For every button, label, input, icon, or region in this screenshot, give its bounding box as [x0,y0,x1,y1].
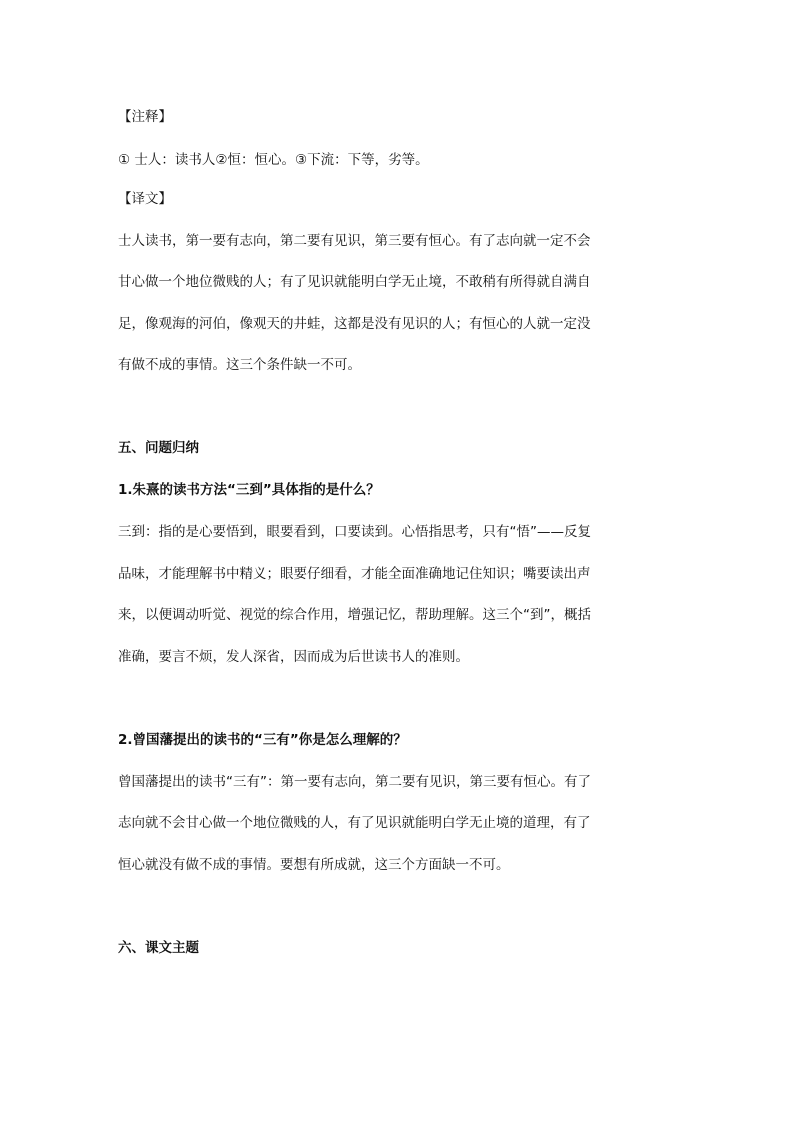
translation-line: 士人读书，第一要有志向，第二要有见识，第三要有恒心。有了志向就一定不会 [118,233,591,249]
question-1-title: 1.朱熹的读书方法“三到”具体指的是什么？ [118,482,380,498]
question-2-title: 2.曾国藩提出的读书的“三有”你是怎么理解的？ [118,732,407,748]
section-6-heading: 六、课文主题 [118,940,199,956]
question-1-answer-line: 来，以便调动听觉、视觉的综合作用，增强记忆，帮助理解。这三个“到”，概括 [118,607,591,623]
question-2-answer-line: 志向就不会甘心做一个地位微贱的人，有了见识就能明白学无止境的道理，有了 [118,815,591,831]
question-1-answer-line: 品味，才能理解书中精义；眼要仔细看，才能全面准确地记住知识；嘴要读出声 [118,566,591,582]
question-1-answer-line: 准确，要言不烦，发人深省，因而成为后世读书人的准则。 [118,649,469,665]
question-2-answer-line: 曾国藩提出的读书“三有”：第一要有志向，第二要有见识，第三要有恒心。有了 [118,774,591,790]
translation-line: 有做不成的事情。这三个条件缺一不可。 [118,357,361,373]
translation-line: 足，像观海的河伯，像观天的井蛙，这都是没有见识的人；有恒心的人就一定没 [118,316,591,332]
translation-heading: 【译文】 [118,191,172,207]
translation-line: 甘心做一个地位微贱的人；有了见识就能明白学无止境，不敢稍有所得就自满自 [118,274,591,290]
section-5-heading: 五、问题归纳 [118,440,199,456]
notes-heading: 【注释】 [118,109,172,125]
question-2-answer-line: 恒心就没有做不成的事情。要想有所成就，这三个方面缺一不可。 [118,857,510,873]
question-1-answer-line: 三到：指的是心要悟到，眼要看到，口要读到。心悟指思考，只有“悟”——反复 [118,524,591,540]
notes-text: ① 士人：读书人②恒：恒心。③下流：下等，劣等。 [118,152,429,168]
